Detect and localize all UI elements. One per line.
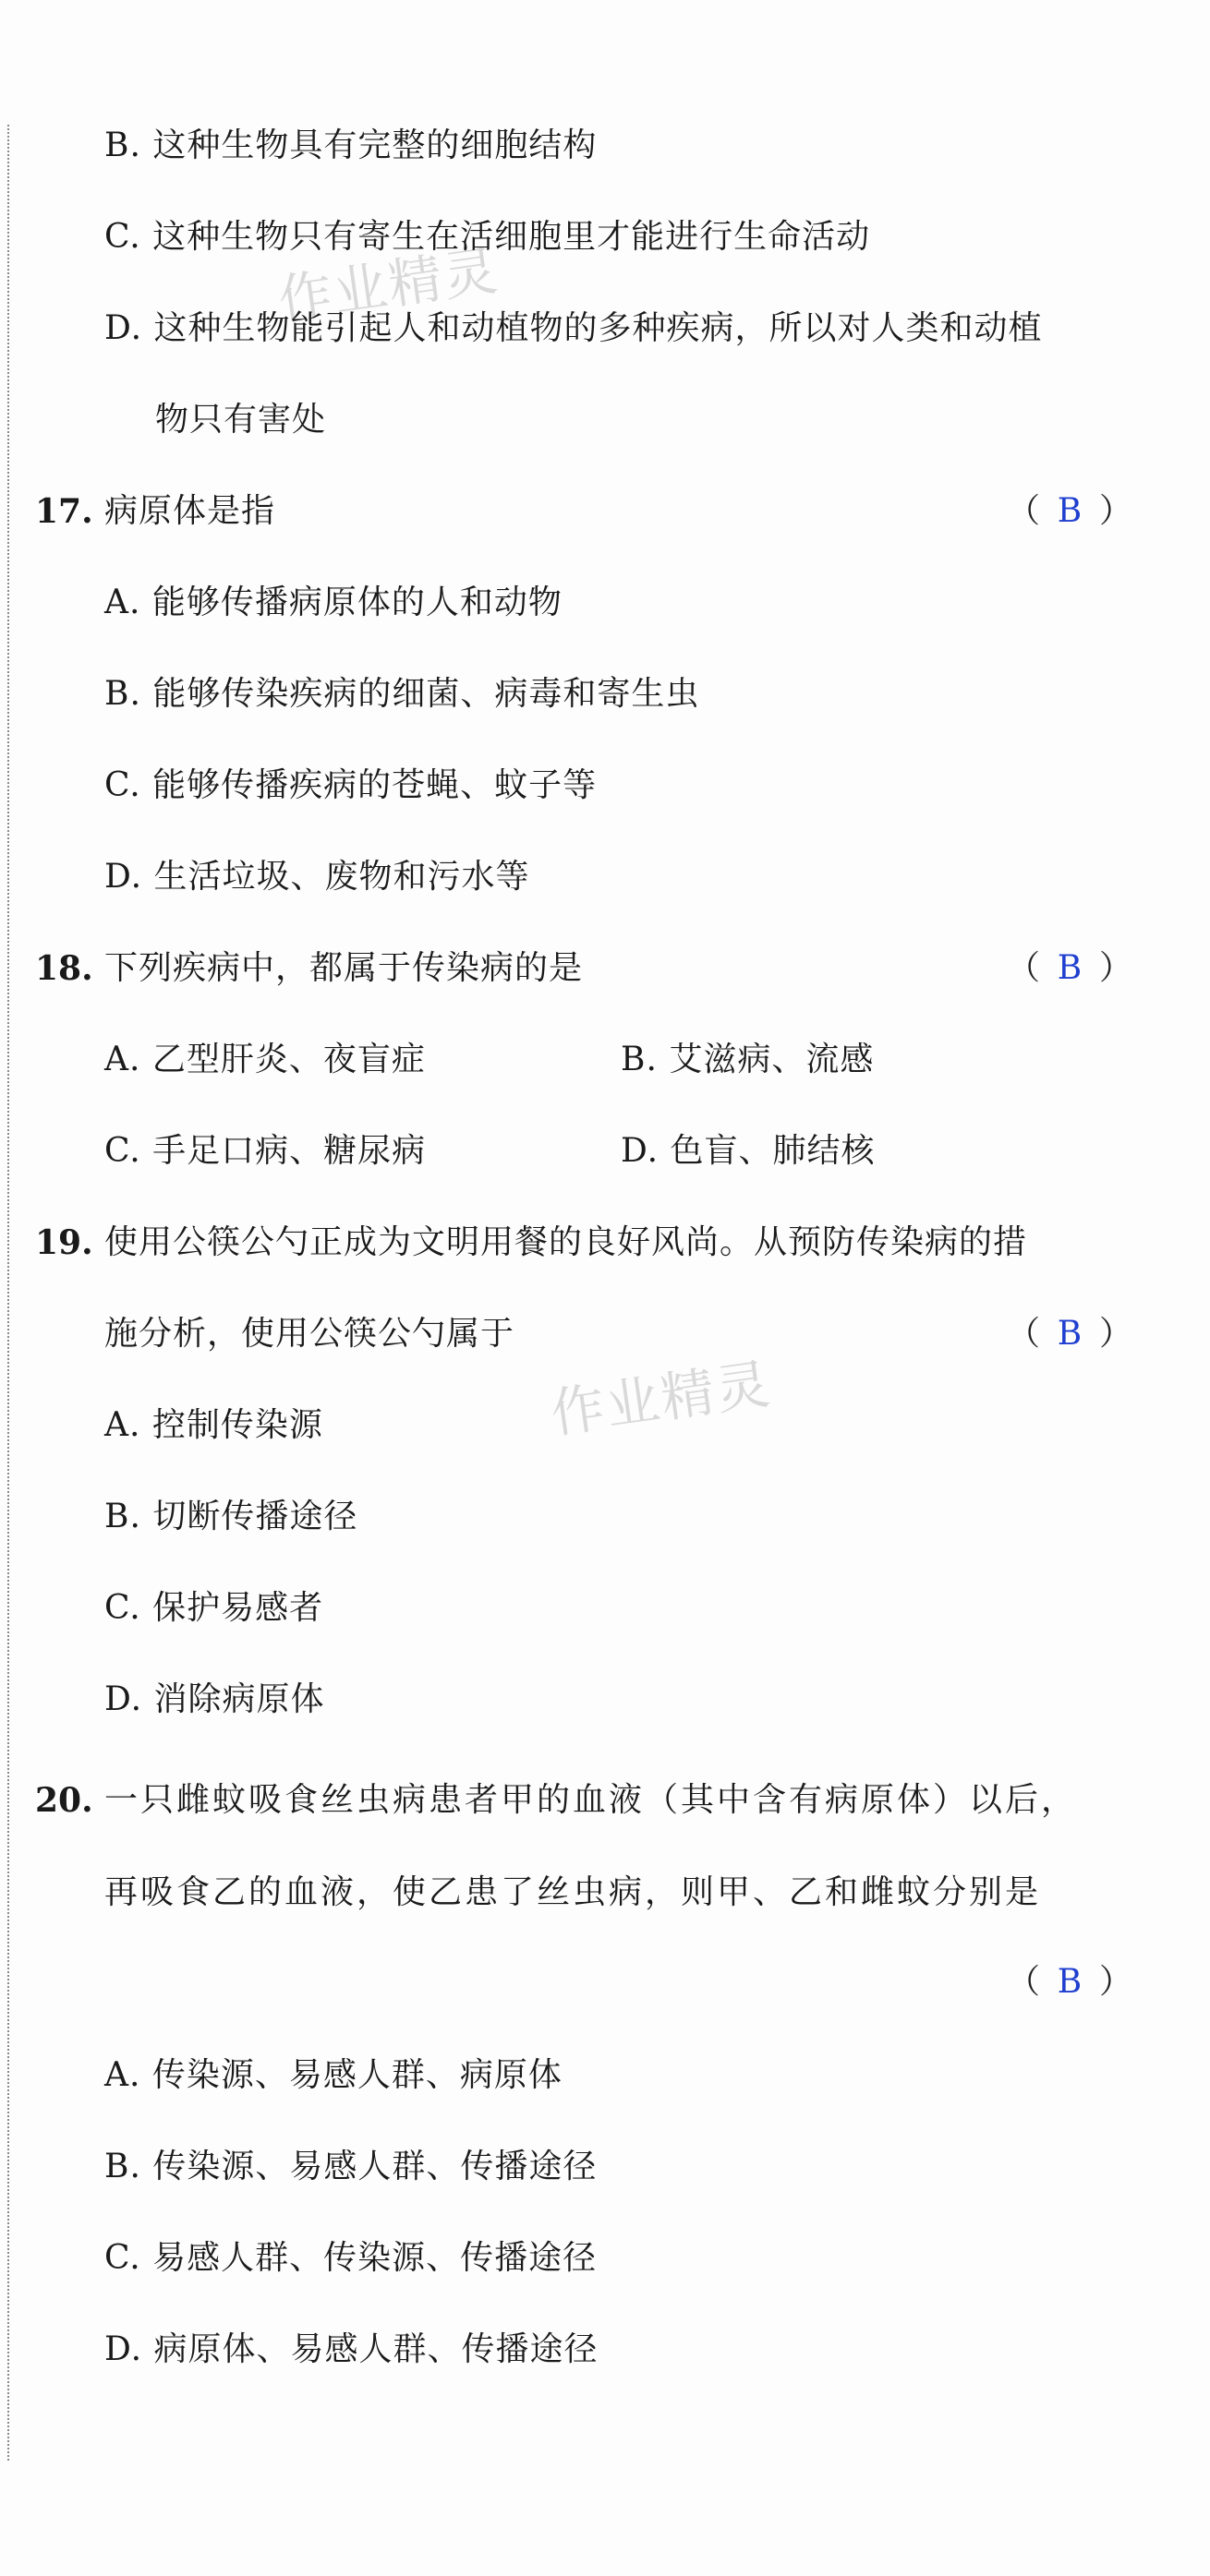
q16-option-c: C. 这种生物只有寄生在活细胞里才能进行生命活动 bbox=[104, 218, 871, 256]
watermark: 作业精灵 bbox=[274, 238, 503, 332]
q19-option-a: A. 控制传染源 bbox=[104, 1406, 323, 1444]
answer-letter: B bbox=[1057, 492, 1083, 530]
q18-stem: 18. 下列疾病中，都属于传染病的是 （ B ） bbox=[0, 941, 1210, 996]
q17-stem: 17. 病原体是指 （ B ） bbox=[0, 484, 1210, 539]
q18-options-row-1: A. 乙型肝炎、夜盲症 B. 艾滋病、流感 bbox=[104, 1041, 875, 1078]
answer-bracket: （ B ） bbox=[1007, 1306, 1127, 1362]
q19-stem-continued: 施分析，使用公筷公勺属于 （ B ） bbox=[0, 1306, 1210, 1362]
q17-option-d: D. 生活垃圾、废物和污水等 bbox=[104, 858, 530, 896]
q17-option-c: C. 能够传播疾病的苍蝇、蚊子等 bbox=[104, 766, 598, 804]
q20-answer-line bbox=[0, 1955, 1210, 2010]
q20-stem: 20. 一只雌蚊吸食丝虫病患者甲的血液（其中含有病原体）以后， bbox=[0, 1773, 1210, 1828]
answer-letter: B bbox=[1057, 949, 1083, 987]
watermark: 作业精灵 bbox=[547, 1352, 776, 1446]
question-number: 18. bbox=[35, 949, 93, 988]
answer-letter: B bbox=[1057, 1315, 1083, 1353]
q17-option-b: B. 能够传染疾病的细菌、病毒和寄生虫 bbox=[104, 675, 700, 713]
q18-options-row-2: C. 手足口病、糖尿病 D. 色盲、肺结核 bbox=[104, 1132, 876, 1170]
question-number: 19. bbox=[35, 1223, 93, 1262]
q16-option-b: B. 这种生物具有完整的细胞结构 bbox=[104, 126, 598, 164]
binding-margin-line bbox=[7, 125, 9, 2461]
answer-bracket: （ B ） bbox=[1007, 1955, 1127, 2010]
question-number: 20. bbox=[35, 1781, 93, 1820]
q20-option-b: B. 传染源、易感人群、传播途径 bbox=[104, 2148, 598, 2185]
q19-option-c: C. 保护易感者 bbox=[104, 1589, 324, 1627]
q20-option-d: D. 病原体、易感人群、传播途径 bbox=[104, 2330, 599, 2368]
q19-option-d: D. 消除病原体 bbox=[104, 1680, 325, 1718]
q20-option-a: A. 传染源、易感人群、病原体 bbox=[104, 2056, 563, 2094]
q17-option-a: A. 能够传播病原体的人和动物 bbox=[104, 584, 563, 621]
answer-letter: B bbox=[1057, 1963, 1083, 2001]
q19-stem: 19. 使用公筷公勺正成为文明用餐的良好风尚。从预防传染病的措 bbox=[0, 1215, 1210, 1270]
answer-bracket: （ B ） bbox=[1007, 484, 1127, 539]
q20-stem-continued: 再吸食乙的血液，使乙患了丝虫病，则甲、乙和雌蚊分别是 bbox=[104, 1873, 1042, 1911]
q20-option-c: C. 易感人群、传染源、传播途径 bbox=[104, 2239, 598, 2277]
question-number: 17. bbox=[35, 492, 93, 531]
q19-option-b: B. 切断传播途径 bbox=[104, 1498, 358, 1535]
q16-option-d-continued: 物只有害处 bbox=[155, 401, 327, 439]
q16-option-d: D. 这种生物能引起人和动植物的多种疾病，所以对人类和动植 bbox=[104, 309, 1043, 347]
answer-bracket: （ B ） bbox=[1007, 941, 1127, 996]
